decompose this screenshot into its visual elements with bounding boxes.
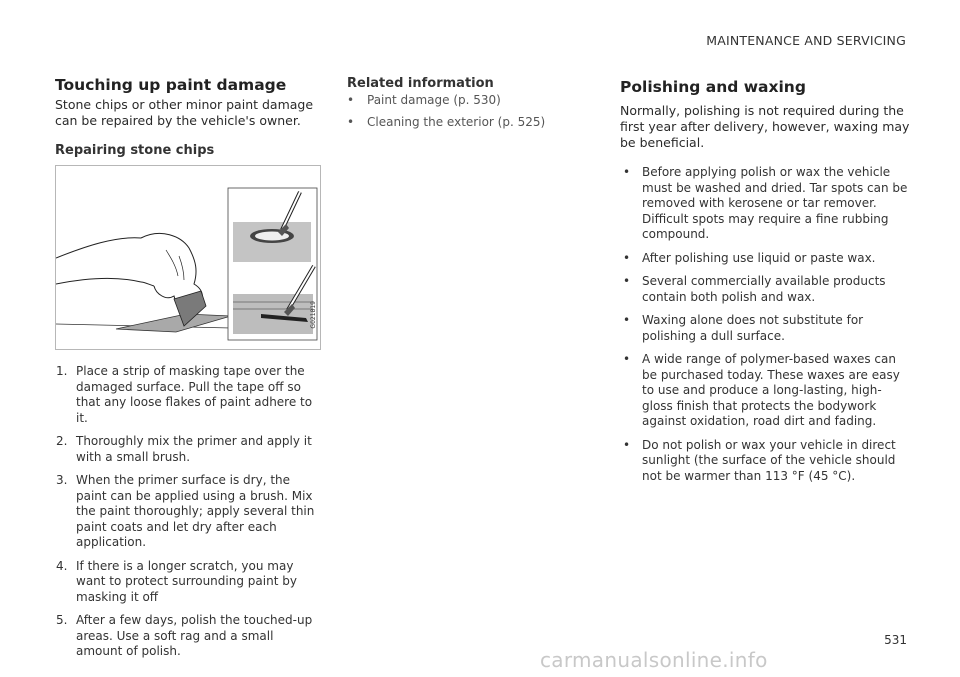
figure-id: G021819	[310, 301, 317, 329]
polishing-bullet: • After polishing use liquid or paste wax.	[623, 250, 876, 265]
repair-step: 2. Thoroughly mix the primer and apply it with a small brush.	[56, 434, 312, 464]
polishing-bullet: • Do not polish or wax your vehicle in direct sunlight (the surface of the vehicle should not be warmer than 113 °F (45 °C).	[623, 437, 896, 483]
related-information	[347, 76, 557, 136]
watermark: carmanualsonline.info	[540, 648, 768, 672]
polishing-intro: Normally, polishing is not required during the first year after delivery, however, waxing may be beneficial.	[620, 103, 910, 150]
polishing-bullet: • Waxing alone does not substitute for polishing a dull surface.	[623, 313, 864, 343]
polishing-bullet: • Several commercially available products contain both polish and wax.	[623, 274, 886, 304]
polishing-bullet: • A wide range of polymer-based waxes can be purchased today. These waxes are easy to use and produce a long-lasting, high-gloss finish that protects the bodywork against oxidation, road dirt and fading.	[623, 352, 900, 428]
related-heading: Related information	[347, 76, 494, 91]
section-header: MAINTENANCE AND SERVICING	[706, 33, 906, 48]
page-number: 531	[884, 633, 907, 647]
repair-steps-list	[55, 364, 323, 660]
polishing-bullet: • Before applying polish or wax the vehicle must be washed and dried. Tar spots can be removed with kerosene or tar remover. Difficult spots may require a fine rubbing compound.	[623, 165, 908, 241]
repair-step: 4. If there is a longer scratch, you may want to protect surrounding paint by masking it off	[56, 558, 297, 604]
repair-step: 1. Place a strip of masking tape over the damaged surface. Pull the tape off so that any loose flakes of paint adhere to it.	[56, 364, 313, 425]
related-link-cleaning-exterior[interactable]: • Cleaning the exterior (p. 525)	[347, 114, 546, 129]
stone-chip-illustration	[55, 165, 321, 350]
touch-up-title: Touching up paint damage	[55, 76, 287, 94]
stone-chips-subtitle: Repairing stone chips	[55, 143, 215, 158]
repair-step: 3. When the primer surface is dry, the paint can be applied using a brush. Mix the paint thoroughly; apply several thin paint coats and let dry after each application.	[56, 473, 315, 549]
polishing-title: Polishing and waxing	[620, 78, 806, 96]
polishing-bullets-list	[620, 165, 910, 484]
right-column	[620, 76, 910, 492]
related-links-list	[347, 93, 557, 130]
related-link-paint-damage[interactable]: • Paint damage (p. 530)	[347, 93, 501, 107]
repair-step: 5. After a few days, polish the touched-up areas. Use a soft rag and a small amount of polish.	[56, 613, 313, 658]
touch-up-intro: Stone chips or other minor paint damage can be repaired by the vehicle's owner.	[55, 97, 314, 128]
hand-brush-drawing	[56, 166, 320, 349]
left-column	[55, 76, 323, 668]
